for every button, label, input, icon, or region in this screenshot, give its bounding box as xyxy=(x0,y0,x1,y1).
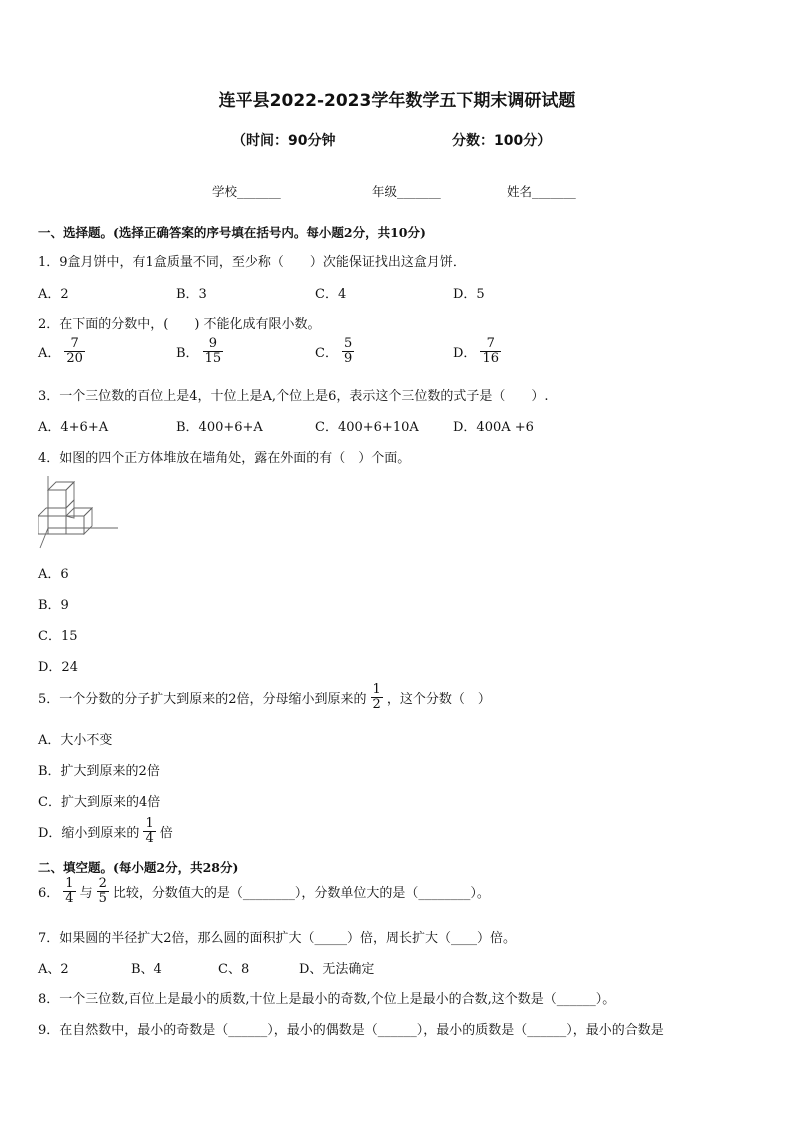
q5-option-b: B．扩大到原来的2倍 xyxy=(38,764,160,779)
q1-option-d: D．5 xyxy=(453,287,485,302)
q7-option-c: C、8 xyxy=(218,962,250,977)
q5-option-d-after: 倍 xyxy=(159,825,173,841)
exam-score: 分数：100分） xyxy=(452,133,552,149)
q2-option-b xyxy=(176,337,227,365)
name-field: 姓名_______ xyxy=(507,184,576,199)
q5-text-before: 5．一个分数的分子扩大到原来的2倍，分母缩小到原来的 xyxy=(38,691,367,707)
q8-text: 8．一个三位数,百位上是最小的质数,十位上是最小的奇数,个位上是最小的合数,这个数是（______）。 xyxy=(38,992,616,1007)
q4-option-b: B．9 xyxy=(38,598,69,613)
q1-text: 1．9盒月饼中，有1盒质量不同，至少称（ ）次能保证找出这盒月饼． xyxy=(38,255,466,270)
q7-option-b: B、4 xyxy=(131,962,162,977)
q3-option-a: A．4+6+A xyxy=(38,420,109,435)
q5-option-c: C．扩大到原来的4倍 xyxy=(38,795,161,810)
q7-text: 7．如果圆的半径扩大2倍，那么圆的面积扩大（_____）倍，周长扩大（____）倍。 xyxy=(38,931,517,946)
section2-heading: 二、填空题。(每小题2分，共28分) xyxy=(38,860,239,875)
q2-option-a-label: A． xyxy=(38,345,61,361)
q6-rest: 比较，分数值大的是（________），分数单位大的是（________）。 xyxy=(112,885,490,901)
q2-option-c xyxy=(315,337,358,365)
q5-text xyxy=(38,683,491,711)
q2-option-c-label: C． xyxy=(315,345,338,361)
q2-option-d-fraction: $\frac{7}{16}$ xyxy=(482,336,499,366)
q2-option-a-fraction: $\frac{7}{20}$ xyxy=(66,336,83,366)
q9-text: 9．在自然数中，最小的奇数是（______），最小的偶数是（______），最小的质数是（______），最小的合数是 xyxy=(38,1023,664,1038)
q5-option-d xyxy=(38,817,173,845)
q4-option-d: D．24 xyxy=(38,660,78,675)
q6-text xyxy=(38,877,490,905)
q2-option-d xyxy=(453,337,505,365)
q2-option-b-fraction: $\frac{9}{15}$ xyxy=(204,336,222,366)
q7-option-a: A、2 xyxy=(38,962,69,977)
q3-text: 3．一个三位数的百位上是4，十位上是A,个位上是6，表示这个三位数的式子是（ ）. xyxy=(38,389,549,404)
q6-mid: 与 xyxy=(79,885,93,901)
q2-option-a xyxy=(38,337,89,365)
stacked-cubes-figure xyxy=(38,472,120,552)
q1-option-c: C．4 xyxy=(315,287,347,302)
q5-text-after: ，这个分数（ ） xyxy=(386,691,491,707)
q4-option-c: C．15 xyxy=(38,629,78,644)
q6-prefix: 6． xyxy=(38,885,60,901)
q1-option-a: A．2 xyxy=(38,287,69,302)
page-title: 连平县2022-2023学年数学五下期末调研试题 xyxy=(218,91,576,111)
exam-time: （时间：90分钟 xyxy=(232,133,336,149)
section1-heading: 一、选择题。(选择正确答案的序号填在括号内。每小题2分，共10分) xyxy=(38,225,426,240)
grade-field: 年级_______ xyxy=(372,184,441,199)
q5-option-d-fraction: $\frac{1}{4}$ xyxy=(145,816,154,846)
q1-option-b: B．3 xyxy=(176,287,207,302)
q3-option-b: B．400+6+A xyxy=(176,420,263,435)
q7-option-d: D、无法确定 xyxy=(299,962,375,977)
q2-option-d-label: D． xyxy=(453,345,477,361)
school-field: 学校_______ xyxy=(212,184,281,199)
q4-text: 4．如图的四个正方体堆放在墙角处，露在外面的有（ ）个面。 xyxy=(38,451,411,466)
q2-option-b-label: B． xyxy=(176,345,199,361)
q3-option-d: D．400A +6 xyxy=(453,420,534,435)
q4-option-a: A．6 xyxy=(38,567,69,582)
q6-fraction-2: $\frac{2}{5}$ xyxy=(98,876,107,906)
q5-fraction: $\frac{1}{2}$ xyxy=(372,682,381,712)
q3-option-c: C．400+6+10A xyxy=(315,420,419,435)
q6-fraction-1: $\frac{1}{4}$ xyxy=(65,876,74,906)
q5-option-d-before: D．缩小到原来的 xyxy=(38,825,140,841)
q2-text: 2．在下面的分数中，( ) 不能化成有限小数。 xyxy=(38,317,321,332)
q2-option-c-fraction: $\frac{5}{9}$ xyxy=(343,336,353,366)
q5-option-a: A．大小不变 xyxy=(38,733,113,748)
